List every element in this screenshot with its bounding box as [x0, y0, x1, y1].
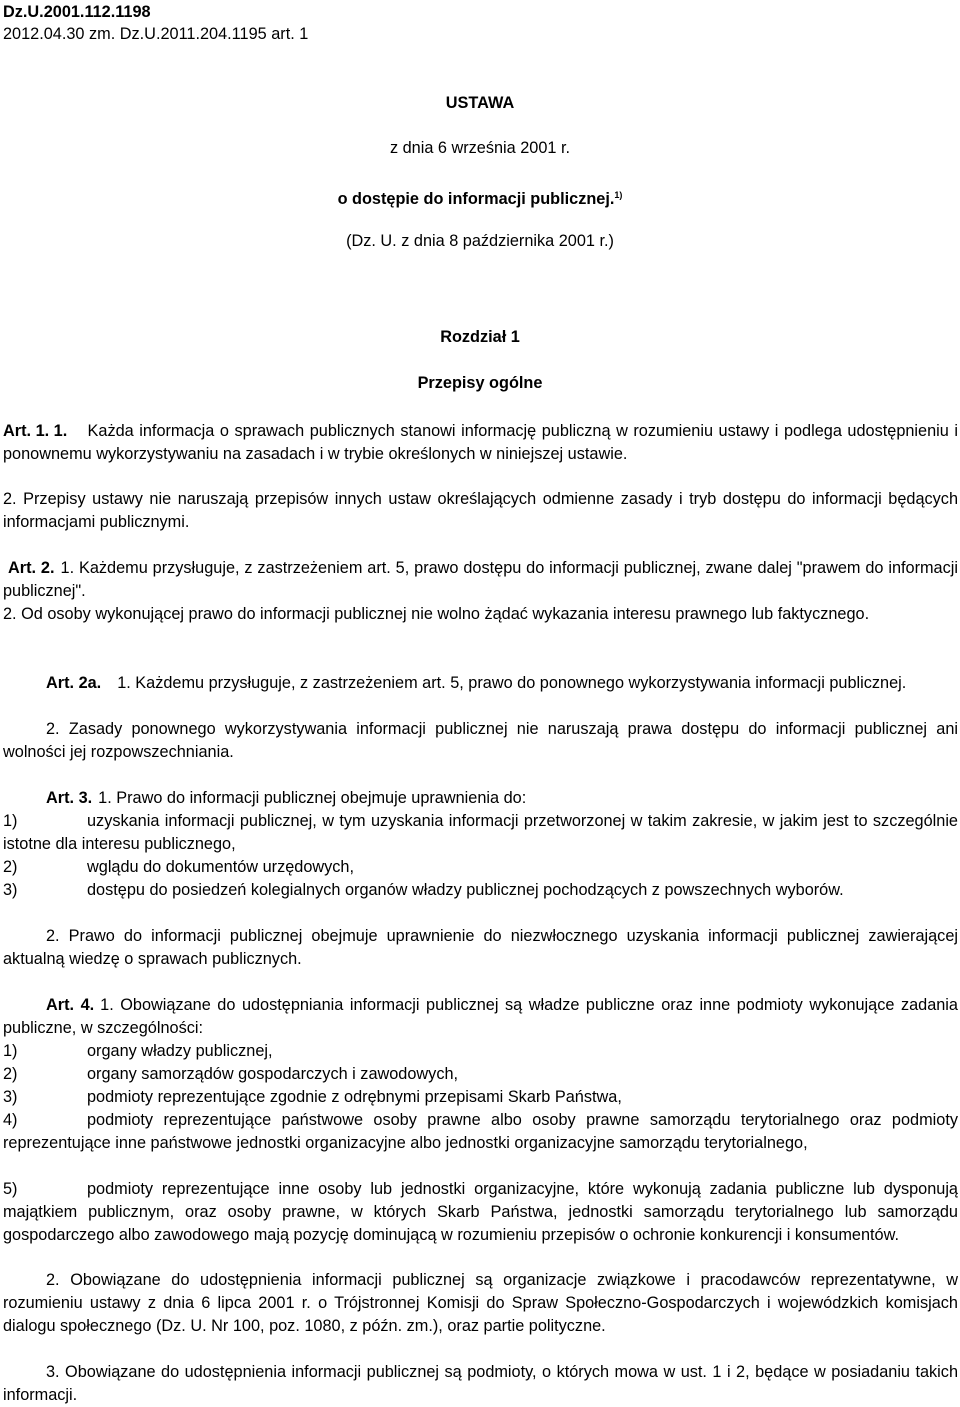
- art4-paragraph-1: [3, 994, 958, 1040]
- art2-label: Art. 2.: [8, 559, 55, 577]
- art4-item-2-text: organy samorządów gospodarczych i zawodowych,: [87, 1065, 459, 1083]
- art3-paragraph-1: [3, 787, 958, 810]
- art4-p1-text: 1. Obowiązane do udostępniania informacji publicznej są władze publiczne oraz inne podmioty wykonujące zadania publiczne, w szczególności:: [3, 996, 958, 1037]
- art4-label: Art. 4.: [46, 996, 95, 1014]
- journal-citation: (Dz. U. z dnia 8 października 2001 r.): [346, 232, 614, 250]
- art3-item-2-number: 2): [3, 858, 18, 876]
- art3-item-3: [3, 879, 958, 902]
- art4-item-4-number: 4): [3, 1111, 18, 1129]
- footnote-mark: 1): [614, 190, 623, 200]
- act-title: USTAWA: [445, 94, 515, 112]
- art4-item-5-number: 5): [3, 1180, 18, 1198]
- art4-item-3-text: podmioty reprezentujące zgodnie z odrębnymi przepisami Skarb Państwa,: [87, 1088, 622, 1106]
- art3-item-1-text: uzyskania informacji publicznej, w tym uzyskania informacji przetworzonej w takim zakresie, w jakim jest to szczególnie istotne dla interesu publicznego,: [3, 812, 958, 853]
- art3-label: Art. 3.: [46, 789, 93, 807]
- art2-paragraph-2: 2. Od osoby wykonującej prawo do informacji publicznej nie wolno żądać wykazania interesu prawnego lub faktycznego.: [3, 605, 870, 623]
- art3-p2-text: 2. Prawo do informacji publicznej obejmuje uprawnienie do niezwłocznego uzyskania informacji publicznej zawierającej aktualną wiedzę o sprawach publicznych.: [3, 927, 958, 968]
- art1-p1-text: Każda informacja o sprawach publicznych stanowi informację publiczną w rozumieniu ustawy i podlega udostępnieniu i ponownemu wykorzystywaniu na zasadach i w trybie określonych w niniejszej ustawie.: [3, 422, 958, 463]
- art3-item-3-text: dostępu do posiedzeń kolegialnych organów władzy publicznej pochodzących z powszechnych wyborów.: [87, 881, 844, 899]
- journal-reference: Dz.U.2001.112.1198: [3, 3, 151, 21]
- art1-paragraph-1: [3, 420, 958, 466]
- art3-item-2-text: wglądu do dokumentów urzędowych,: [87, 858, 354, 876]
- art4-item-4-text: podmioty reprezentujące państwowe osoby prawne albo osoby prawne samorządu terytorialnego oraz podmioty reprezentujące inne państwowe jednostki organizacyjne albo jednostki organizacyjne samorządu terytorialnego,: [3, 1111, 958, 1152]
- art4-item-3-number: 3): [3, 1088, 18, 1106]
- art4-item-5-text: podmioty reprezentujące inne osoby lub jednostki organizacyjne, które wykonują zadania publiczne lub dysponują majątkiem publicznym, oraz osoby prawne, w których Skarb Państwa, jednostki samorządu terytorialnego lub samorządu gospodarczego albo zawodowego mają pozycję dominującą w rozumieniu przepisów o ochronie konkurencji i konsumentów.: [3, 1180, 958, 1244]
- chapter-number: Rozdział 1: [440, 328, 520, 346]
- act-subject: [0, 185, 960, 209]
- art2a-p2-text: 2. Zasady ponownego wykorzystywania informacji publicznej nie naruszają prawa dostępu do informacji publicznej ani wolności jej rozpowszechniania.: [3, 720, 958, 761]
- art1-label: Art. 1. 1.: [3, 422, 68, 440]
- art3-p1-text: 1. Prawo do informacji publicznej obejmuje uprawnienia do:: [98, 789, 527, 807]
- art4-item-4: [3, 1109, 958, 1155]
- act-subject-text: o dostępie do informacji publicznej.: [337, 190, 615, 208]
- act-date: z dnia 6 września 2001 r.: [389, 139, 571, 157]
- chapter-name: Przepisy ogólne: [417, 374, 543, 392]
- art2-paragraph-1: [3, 557, 958, 603]
- art3-item-3-number: 3): [3, 881, 18, 899]
- art2-p1-text: 1. Każdemu przysługuje, z zastrzeżeniem art. 5, prawo dostępu do informacji publicznej, zwane dalej "prawem do informacji publicznej".: [3, 559, 958, 600]
- art4-item-5: [3, 1178, 958, 1246]
- art4-item-1-number: 1): [3, 1042, 18, 1060]
- art2a-paragraph-1: [3, 672, 958, 695]
- art4-paragraph-2: [3, 1269, 958, 1337]
- art4-item-1-text: organy władzy publicznej,: [87, 1042, 273, 1060]
- art2a-label: Art. 2a.: [46, 674, 102, 692]
- art4-p2-text: 2. Obowiązane do udostępnienia informacji publicznej są organizacje związkowe i pracodawców reprezentatywne, w rozumieniu ustawy z dnia 6 lipca 2001 r. o Trójstronnej Komisji do Spraw Społeczno-Gospodarczych i wojewódzkich komisjach dialogu społecznego (Dz. U. Nr 100, poz. 1080, z późn. zm.), oraz partie polityczne.: [3, 1271, 958, 1335]
- art3-item-2: [3, 856, 958, 879]
- art4-p3-text: 3. Obowiązane do udostępnienia informacji publicznej są podmioty, o których mowa w ust. 1 i 2, będące w posiadaniu takich informacji.: [3, 1363, 958, 1404]
- art4-item-2: [3, 1063, 958, 1086]
- art4-item-3: [3, 1086, 958, 1109]
- art4-item-1: [3, 1040, 958, 1063]
- art3-item-1-number: 1): [3, 812, 18, 830]
- art1-paragraph-2: 2. Przepisy ustawy nie naruszają przepisów innych ustaw określających odmienne zasady i tryb dostępu do informacji będących informacjami publicznymi.: [3, 490, 958, 531]
- art3-item-1: [3, 810, 958, 856]
- art2a-paragraph-2: [3, 718, 958, 764]
- art4-item-2-number: 2): [3, 1065, 18, 1083]
- art4-paragraph-3: [3, 1361, 958, 1407]
- amendment-reference: 2012.04.30 zm. Dz.U.2011.204.1195 art. 1: [3, 25, 309, 43]
- art2a-p1-text: 1. Każdemu przysługuje, z zastrzeżeniem art. 5, prawo do ponownego wykorzystywania informacji publicznej.: [117, 674, 907, 692]
- art3-paragraph-2: [3, 925, 958, 971]
